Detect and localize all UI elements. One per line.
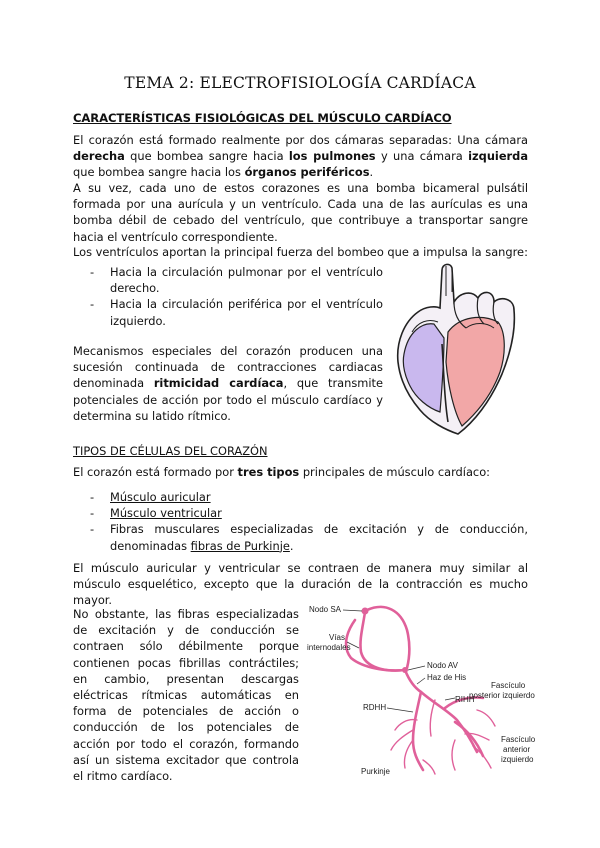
page-title: TEMA 2: ELECTROFISIOLOGÍA CARDÍACA xyxy=(124,74,476,92)
diagram-labels xyxy=(307,605,536,776)
bold-tres-tipos: tres tipos xyxy=(237,465,300,479)
paragraph-two-chambers xyxy=(73,132,528,181)
list-item: - Hacia la circulación pulmonar por el ventrículo derecho. xyxy=(90,264,383,296)
label-posterior-fascicle-1: Fascículo xyxy=(491,681,526,690)
paragraph-three-types xyxy=(73,464,528,480)
label-av-node: Nodo AV xyxy=(427,661,458,670)
label-purkinje: Purkinje xyxy=(361,767,390,776)
text: El corazón está formado por xyxy=(73,465,238,479)
bold-izquierda: izquierda xyxy=(468,149,529,164)
text: . xyxy=(289,538,294,553)
list-item xyxy=(90,489,528,505)
internodal-path-1 xyxy=(360,612,405,670)
text: El corazón está formado realmente por dos cámaras separadas: Una cámara xyxy=(73,133,528,147)
paragraph-rhythmicity xyxy=(73,343,383,424)
bold-organos: órganos periféricos xyxy=(244,165,370,180)
list-item: - Hacia la circulación periférica por el ventrículo izquierdo. xyxy=(90,296,383,328)
list-item xyxy=(90,521,528,553)
bold-derecha: derecha xyxy=(73,149,125,164)
paragraph-ventricles: Los ventrículos aportan la principal fuerza del bombeo que a impulsa la sangre: xyxy=(73,245,528,259)
text: y una cámara xyxy=(375,149,469,164)
section-heading-characteristics: CARACTERÍSTICAS FISIOLÓGICAS DEL MÚSCULO CARDÍACO xyxy=(73,111,452,125)
text: . xyxy=(369,165,374,180)
link-musculo-ventricular: Músculo ventricular xyxy=(110,506,222,521)
sa-node xyxy=(362,608,369,615)
paragraph-contraction: El músculo auricular y ventricular se contraen de manera muy similar al músculo esquelético, excepto que la duración de la contracción es mucho mayor. xyxy=(73,561,528,608)
left-heart-chamber xyxy=(446,317,504,426)
link-musculo-auricular: Músculo auricular xyxy=(110,490,211,504)
text: principales de músculo cardíaco: xyxy=(299,465,491,479)
label-vias: Vías xyxy=(329,633,346,642)
text: que bombea sangre hacia xyxy=(124,149,289,164)
paragraph-bicameral-pump: A su vez, cada uno de estos corazones es una bomba bicameral pulsátil formada por una aurícula y un ventrículo. Cada una de las aurículas es una bomba débil de cebado del ventrículo, que contribuye a transportar sangre hacia el ventrículo correspondiente. xyxy=(73,181,528,244)
label-internodales: internodales xyxy=(307,643,351,652)
text: Fibras musculares especializadas de excitación y de conducción, denominadas xyxy=(110,522,528,553)
link-fibras-purkinje: fibras de Purkinje xyxy=(190,538,290,553)
label-anterior-fascicle-3: izquierdo xyxy=(501,755,534,764)
label-his-bundle: Haz de His xyxy=(427,673,467,682)
paragraph-specialized-fibers: No obstante, las fibras especializadas de excitación y de conducción se contraen sólo débilmente porque contienen pocas fibrillas contráctiles; en cambio, presentan descargas eléctricas rítmicas automáticas en forma de potenciales de acción o conducción de los potenciales de acción por todo el corazón, formando así un sistema excitador que controla el ritmo cardíaco. xyxy=(73,607,299,784)
text: que bombea sangre hacia los xyxy=(73,165,245,180)
conduction-system-diagram xyxy=(305,600,550,780)
text: Mecanismos especiales del corazón producen una sucesión continuada de contracciones cardiacas denominada xyxy=(73,344,383,391)
bold-pulmones: los pulmones xyxy=(288,149,376,164)
label-rihh: RIHH xyxy=(455,695,475,704)
av-node xyxy=(402,667,408,673)
label-posterior-fascicle-2: posterior izquierdo xyxy=(469,691,535,700)
label-sa-node: Nodo SA xyxy=(309,605,342,614)
label-rdhh: RDHH xyxy=(363,703,387,712)
bold-ritmicidad: ritmicidad cardíaca xyxy=(153,376,284,391)
label-anterior-fascicle-2: anterior xyxy=(503,745,531,754)
section-heading-cell-types: TIPOS DE CÉLULAS DEL CORAZÓN xyxy=(73,444,268,458)
conduction-pathways xyxy=(346,607,483,770)
text: , que transmite potenciales de acción por todo el músculo cardíaco y determina su latido rítmico. xyxy=(73,376,384,423)
list-circulations xyxy=(90,264,383,329)
internodal-path-3 xyxy=(346,620,405,671)
rdhh-branch xyxy=(413,692,423,770)
label-anterior-fascicle-1: Fascículo xyxy=(501,735,536,744)
list-muscle-types xyxy=(90,489,528,554)
heart-illustration xyxy=(382,262,532,437)
his-bundle xyxy=(405,670,421,692)
list-item xyxy=(90,505,528,521)
internodal-path-2 xyxy=(367,607,409,668)
